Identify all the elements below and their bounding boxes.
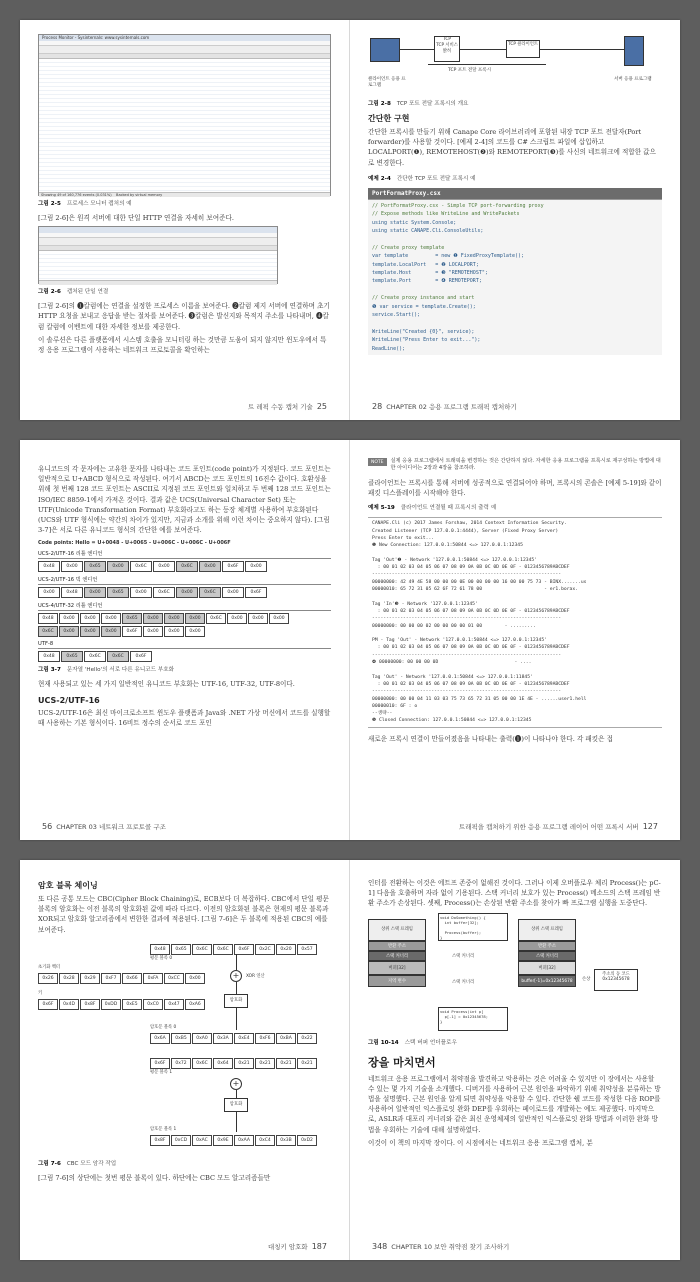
byte-cell: 0x00 [59, 626, 79, 637]
byte-cell: 0x00 [248, 613, 268, 624]
code-line [372, 630, 658, 637]
code-line: ------------------------------------------------------------------- [372, 572, 562, 578]
byte-cell: 0x00 [185, 613, 205, 624]
byte-cell: 0x6F [122, 626, 142, 637]
code-line: Tag 'In'❸ - Network '127.0.0.1:12345' [372, 601, 478, 607]
key-block [38, 999, 205, 1010]
byte-cell: 0x8F [80, 999, 100, 1010]
code-snippet: void Process(int p[ p[-1] = 0x12345678; } [438, 1007, 508, 1031]
byte-cell: 0x00 [143, 626, 163, 637]
byte-cell: 0xAA [234, 1135, 254, 1146]
byte-cell: 0xA0 [192, 1033, 212, 1044]
server-icon [624, 36, 644, 66]
page-127 [350, 440, 680, 840]
byte-cell: 0x00 [143, 613, 163, 624]
byte-cell: 0x00 [185, 973, 205, 984]
code-line: ❹ 00000000: 00 00 00 0D - .... [372, 660, 532, 666]
byte-cell: 0x26 [38, 973, 58, 984]
byte-cell: 0xAC [192, 1135, 212, 1146]
byte-cell: 0x6C [176, 561, 198, 572]
console-output [368, 517, 662, 727]
page-footer: 대칭키 암호화 187 [267, 1242, 327, 1251]
byte-cell: 0x65 [107, 587, 129, 598]
figure-caption: 그림 3-7 문자열 'Hello'의 서로 다른 유니코드 부호화 [38, 667, 175, 674]
byte-cell: 0x21 [276, 1058, 296, 1069]
byte-cell: 0x48 [38, 651, 60, 662]
section-heading: 암호 블록 체이닝 [38, 881, 98, 890]
byte-cell: 0x6F [150, 1058, 170, 1069]
byte-cell: 0xF7 [101, 973, 121, 984]
byte-cell: 0x00 [199, 561, 221, 572]
code-line: ❶ New Connection: 127.0.0.1:50844 <=> 127.0.0.1:12345 [372, 543, 523, 549]
code-line [372, 593, 658, 600]
computer-icon [370, 38, 400, 62]
byte-cell: 0x64 [213, 1058, 233, 1069]
byte-cell: 0x6C [38, 626, 58, 637]
code-line: WriteLine("Press Enter to exit..."); [372, 337, 481, 344]
code-line: // PortFormatProxy.csx - Simple TCP port-forwarding proxy [372, 202, 544, 209]
paragraph: 이 솔루션은 다른 플랫폼에서 시스템 호출을 모니터링 하는 것만큼 도움이 되지 않지만 윈도우에서 특정 응용 프로그램이 사용하는 네트워크 프로토콜을 확인하는 [38, 335, 327, 355]
example-caption: 예제 2-4 간단한 TCP 포트 전달 프록시 예 [368, 175, 476, 182]
byte-cell: 0xCD [171, 1135, 191, 1146]
shellcode-box: 주소의 동 코드 0x12345678 [594, 969, 638, 991]
byte-cell: 0x20 [276, 944, 296, 955]
code-line: template.Port = ❹ REMOTEPORT; [372, 278, 482, 285]
page-footer: 트 레픽 수동 캡처 기술 25 [248, 402, 327, 411]
screenshot-titlebar: Process Monitor - Sysinternals: www.sysinternals.com [39, 35, 330, 41]
byte-cell: 0x48 [150, 944, 170, 955]
byte-cell: 0x00 [80, 613, 100, 624]
xor-icon: + [230, 1078, 242, 1090]
paragraph: 현재 사용되고 있는 세 가지 일반적인 유니코드 부호화는 UTF-16, UTF-32, UTF-8이다. [38, 680, 295, 689]
section-heading: UCS-2/UTF-16 [38, 695, 100, 705]
code-line: ------------------------------------------------------------------- [372, 616, 562, 622]
ciphertext-block-0 [150, 1033, 317, 1044]
paragraph: 네트워크 응용 프로그램에서 취약점을 발견하고 악용하는 것은 어려울 수 있지만 이 장에서는 사용할 수 있는 몇 가지 기술을 소개했다. 디버거를 사용하여 근본 원인을 파악하기 위해 취약성을 분류하는 방법을 설명했다. 근본 원인을 알게 되면 취약성을 악용할 수 있다. 간단한 쉘 코드를 작성한 다음 ROP를 사용하여 일반적인 익스플로잇 완화 DEP를 우회하는 페이로드를 개발하는 예도 제공했다. 마지막으로, ASLR과 대포리 커너리와 같은 최신 운영체제의 일반적인 익스플로잇 완화 방법과 이러한 완화 방법을 우회하는 기술에 대해 설명하였다. [368, 1074, 661, 1134]
paragraph: [그림 7-6]의 상단에는 첫번 평문 블록이 있다. 하단에는 CBC 모드 알고리즘들만 [38, 1173, 271, 1182]
code-line: 00000000: 00 00 04 11 03 03 75 73 65 72 31 05 00 00 1E 4E - ......user1.hell [372, 696, 587, 702]
byte-row [38, 651, 331, 662]
code-listing [368, 199, 662, 355]
paragraph: 간단한 프록시를 만들기 위해 Canape Core 라이브러리에 포함된 내장 TCP 포트 전달자(Port forwarder)를 사용할 것이다. [예제 2-4]의 코드를 C# 스크립트 파일에 삽입하고 LOCALPORT(❶), REMOTEHOST(❷)와 REMOTEPORT(❸)를 사신의 네트워크에 적합한 값으로 변경한다. [368, 128, 656, 167]
encoding-label: UCS-2/UTF-16 빅 엔디언 [38, 576, 331, 585]
code-line: : 00 01 02 03 04 05 06 07 08 09 0A 0B 0C 0D 0E 0F - 0123456789ABCDEF [372, 645, 570, 651]
byte-cell: 0x65 [122, 613, 142, 624]
forward-proxy-label: TCP 포트 전달 프록시 [448, 68, 492, 73]
encrypt-box: 암호화 [224, 1098, 248, 1112]
byte-cell: 0x6C [192, 1058, 212, 1069]
process-monitor-screenshot [38, 34, 331, 196]
iv-block [38, 973, 205, 984]
plaintext-block-0 [150, 944, 317, 955]
spread-3 [20, 860, 680, 1260]
code-line: // Expose methods like WriteLine and WritePackets [372, 211, 520, 218]
byte-cell: 0x28 [59, 973, 79, 984]
tcp-client-box: TCP 클라이언트 [506, 40, 540, 58]
byte-row [38, 613, 331, 624]
byte-cell: 0x3B [276, 1135, 296, 1146]
stack-diagram: 상위 스택 프레임 반환 주소 스택 커너리 버퍼[32] 지역 변수 void DoSomething() { int buffer[32]; Process(buffer); } 스택 커너리 스택 커너리 void Process(int p[ p[-1] = 0x12345678; } 상위 스택 프레임 반환 주소 스택 커너리 버퍼[32] buffer[-1]=0x12345678 손상 주소의 동 코드 0x12345678 [368, 913, 662, 1035]
code-line: ❺ Closed Connection: 127.0.0.1:50844 <=> 127.0.0.1:12345 [372, 718, 532, 724]
figure-caption: 그림 2-6 캡처된 단일 연결 [38, 289, 109, 296]
byte-cell: 0x6C [206, 613, 226, 624]
code-line: WriteLine("Created {0}", service); [372, 328, 475, 335]
byte-cell: 0x48 [38, 561, 60, 572]
figure-caption: 그림 10-14 스택 버퍼 언더플로우 [368, 1039, 457, 1046]
byte-cell: 0x6F [234, 944, 254, 955]
page-footer: 348 CHAPTER 10 보안 취약점 찾기 조사하기 [372, 1242, 510, 1251]
code-line [372, 235, 658, 243]
code-line [372, 286, 658, 294]
page-footer: 28 CHAPTER 02 응용 프로그램 트래픽 캡처하기 [372, 402, 517, 411]
tcp-service-box: TCP TCP 서비스 밝히 [434, 36, 460, 62]
encoding-label: UCS-4/UTF-32 리틀 엔디언 [38, 602, 331, 611]
code-line: Created Listener (TCP 127.0.0.1:4444), Server (Fixed Proxy Server) [372, 528, 559, 534]
screenshot-status: Showing 49 of 160,776 events (0.031%) Backed by virtual memory [39, 192, 330, 197]
byte-cell: 0x6C [84, 651, 106, 662]
byte-cell: 0x21 [297, 1058, 317, 1069]
paragraph: [그림 2-6]은 원격 서버에 대한 단일 HTTP 연결을 자세히 보여준다. [38, 214, 234, 222]
byte-cell: 0x00 [185, 626, 205, 637]
byte-cell: 0xDD [101, 999, 121, 1010]
code-line: var template = new ❶ FixedProxyTemplate(); [372, 253, 524, 260]
byte-cell: 0x00 [101, 626, 121, 637]
byte-cell: 0x6F [222, 561, 244, 572]
section-heading: 간단한 구현 [368, 114, 410, 123]
code-line: PM - Tag 'Out' - Network '127.0.0.1:50844 <=> 127.0.0.1:12345' [372, 638, 547, 644]
byte-cell: 0xFA [143, 973, 163, 984]
paragraph: 또 다른 공통 모드는 CBC(Cipher Block Chaining)로, ECB보다 더 복잡하다. CBC에서 단일 평문 블록의 암호화는 이전 블록의 암호화된 값에 따라 다르다. 이전의 암호화된 블록은 현재의 평문 블록과 XOR되고 암호화 알고리즘에서 변한한 결과에 적용된다. [그림 7-6]은 두 블록에 적용된 CBC의 예를 보여준다. [38, 895, 329, 934]
byte-cell: 0x47 [164, 999, 184, 1010]
byte-cell: 0xA6 [185, 999, 205, 1010]
byte-cell: 0x57 [297, 944, 317, 955]
byte-cell: 0xC4 [255, 1135, 275, 1146]
example-caption: 예제 5-19 클라이언트 연결될 때 프록시의 출력 예 [368, 505, 497, 512]
byte-cell: 0x00 [269, 613, 289, 624]
code-line: template.LocalPort = ❷ LOCALPORT; [372, 261, 479, 268]
page-25 [20, 20, 350, 420]
code-line [372, 666, 658, 673]
code-line [372, 550, 658, 557]
code-line: : 00 01 02 03 04 05 06 07 08 09 0A 0B 0C 0D 0E 0F - 0123456789ABCDEF [372, 565, 570, 571]
figure-caption: 그림 7-6 CBC 모드 암각 작업 [38, 1160, 117, 1167]
encrypt-box: 암호화 [224, 994, 248, 1008]
code-line: 00000000: 42 49 4E 58 00 00 00 0E 00 00 00 00 16 00 00 75 73 - BINX.......us [372, 579, 587, 585]
paragraph: 유니코드의 각 문자에는 고유한 문자를 나타내는 코드 포인트(code point)가 지정된다. 코드 포인트는 일반적으로 U+ABCD 형식으로 작성된다. 여기서 ABCD는 코드 포인트의 16진수 값이다. 호환성을 위해 첫 번째 128 코드 포인트는 ASCII로 지정된 코드 포인트와 일치하고 두 번째 128 코드 포인트는 ISO/IEC 8859-1에서 가져온 것이다. 결과 값은 UCS(Universal Character Set) 또는 UTF(Unicode Transformation Format) 부호화라고도 하는 등장 체계별 사용하여 부호화된다(UCS와 UTF 형식에는 약간의 차이가 있지만, 지금과 소개를 위해 이런 차이는 중요하지 않다). [그림 3-7]은 서로 다른 유니코드 형식의 간단한 예를 보여준다. [38, 465, 331, 535]
byte-cell: 0x21 [234, 1058, 254, 1069]
code-line: Tag 'Out' - Network '127.0.0.1:50844 <=> 127.0.0.1:11845' [372, 674, 533, 680]
code-snippet: void DoSomething() { int buffer[32]; Process(buffer); } [438, 913, 508, 941]
byte-cell: 0x00 [130, 587, 152, 598]
byte-cell: 0x65 [61, 651, 83, 662]
byte-cell: 0x6C [153, 587, 175, 598]
spread-1 [20, 20, 680, 420]
code-line: 00000010: 65 72 31 05 62 6F 72 61 78 00 - er1.borax. [372, 587, 579, 593]
byte-cell: 0x00 [59, 613, 79, 624]
byte-cell: 0x65 [171, 944, 191, 955]
note-box [368, 458, 662, 472]
code-line: service.Start(); [372, 312, 421, 319]
encoding-label: UTF-8 [38, 641, 331, 649]
byte-cell: 0x3A [213, 1033, 233, 1044]
figure-caption: 그림 2-8 TCP 포트 전달 프록시의 개요 [368, 101, 469, 107]
byte-cell: 0x6C [107, 651, 129, 662]
byte-cell: 0x65 [84, 561, 106, 572]
byte-cell: 0x00 [227, 613, 247, 624]
client-app-label: 클라이언트 응용 프로그램 [368, 77, 406, 88]
encoding-label: UCS-2/UTF-16 리틀 엔디언 [38, 550, 331, 559]
byte-cell: 0x48 [61, 587, 83, 598]
byte-cell: 0x48 [38, 613, 58, 624]
event-rows [39, 59, 330, 192]
code-line: ❺ var service = template.Create(); [372, 303, 476, 310]
byte-cell: 0x6A [150, 1033, 170, 1044]
byte-row [38, 626, 331, 637]
byte-cell: 0x6F [38, 999, 58, 1010]
byte-row [38, 587, 331, 598]
byte-cell: 0x4D [59, 999, 79, 1010]
spread-2 [20, 440, 680, 840]
proxy-diagram [368, 34, 662, 96]
byte-cell: 0x22 [297, 1033, 317, 1044]
byte-cell: 0x72 [171, 1058, 191, 1069]
byte-cell: 0x6C [199, 587, 221, 598]
byte-cell: 0x6C [192, 944, 212, 955]
byte-cell: 0x00 [153, 561, 175, 572]
byte-row [38, 561, 331, 572]
paragraph: 클라이언트는 프록시를 통해 서버에 성공적으로 연결되어야 하며, 프록시의 콘솔은 [예제 5-19]와 같이 패킷 디스플레이를 시작해야 한다. [368, 479, 662, 498]
page-footer: 트래픽을 캡처하기 위한 응용 프로그램 레이어 어떤 프록시 서버 127 [458, 822, 658, 831]
byte-cell: 0x8F [150, 1135, 170, 1146]
byte-cell: 0x9E [213, 1135, 233, 1146]
code-line: 00000000: 00 00 00 02 00 00 00 00 01 00 - ......... [372, 623, 536, 629]
page-348 [350, 860, 680, 1260]
code-line [372, 320, 658, 328]
code-line: template.Host = ❸ "REMOTEHOST"; [372, 270, 488, 277]
byte-cell: 0x00 [107, 561, 129, 572]
cbc-diagram: 0x48 0x65 0x6C 0x6C 0x6F 0x2C 0x20 0x57 평문 블록 0 초기화 벡터 0x26 0x28 0x29 0xF7 0x66 0xFA 0xCC 0x00 + XOR 연산 키 0x6F 0x4D 0x8F 0xDD 0xE5 0xC0 0x47 0xA6 암호화 암호문 블록 0 0x6A 0xB5 0xA0 0x3A 0xE4 0xF6 0xBA 0x22 0x6F 0x72 0x6C 0x64 0x21 0x21 0x21 0x21 평문 블록 1 + 암호화 암호문 블록 1 0x8F 0xCD 0xAC 0x9E 0xAA 0xC4 0x3B 0xD2 [38, 938, 331, 1156]
code-line: Tag 'Out'❷ - Network '127.0.0.1:50844 <=> 127.0.0.1:12345' [372, 557, 538, 563]
note-text: 실제 응용 프로그램에서 트래픽을 변경하는 것은 간단하지 않다. 자세한 응용 프로그램을 프록시로 재구성하는 방법에 대한 아이디어는 2장과 4장을 참조하라. [390, 458, 661, 471]
byte-cell: 0xC0 [143, 999, 163, 1010]
code-line: CANAPE.Cli (c) 2017 James Forshaw, 2014 Context Information Security. [372, 521, 567, 527]
paragraph: 새로운 프록시 연결이 만들어졌음을 나타내는 출력(❶)이 나타나야 한다. 각 패킷은 접 [368, 734, 613, 743]
paragraph: UCS-2/UTF-16은 최신 마이크로소프트 윈도우 플랫폼과 Java와 .NET 가상 머신에서 코드를 실행할 때 사용하는 기본 형식이다. 16비트 정수의 순서로 코드 포인 [38, 708, 331, 727]
code-line: // Create proxy template [372, 244, 445, 251]
page-28 [350, 20, 680, 420]
code-line: using static System.Console; [372, 219, 457, 226]
page-187 [20, 860, 350, 1260]
byte-cell: 0xF6 [255, 1033, 275, 1044]
byte-cell: 0xD2 [297, 1135, 317, 1146]
figure-caption: 그림 2-5 프로세스 모니터 캡처의 예 [38, 201, 132, 207]
single-connection-screenshot [38, 226, 278, 284]
byte-cell: 0x6F [130, 651, 152, 662]
byte-cell: 0x2C [255, 944, 275, 955]
byte-cell: 0xBA [276, 1033, 296, 1044]
byte-cell: 0xCC [164, 973, 184, 984]
byte-cell: 0x00 [176, 587, 198, 598]
byte-cell: 0x00 [101, 613, 121, 624]
byte-cell: 0x00 [222, 587, 244, 598]
code-line: --생략-- [372, 711, 393, 717]
paragraph: 이것이 이 책의 마지막 장이다. 이 시점에서는 네트워크 응용 프로그램 캡처, 분 [368, 1138, 593, 1147]
code-line: : 00 01 02 03 04 05 06 07 08 09 0A 0B 0C 0D 0E 0F - 0123456789ABCDEF [372, 681, 570, 687]
byte-cell: 0x00 [164, 626, 184, 637]
byte-cell: 0x29 [80, 973, 100, 984]
code-line: ------------------------------------------------------------------- [372, 652, 562, 658]
byte-cell: 0x21 [255, 1058, 275, 1069]
code-line: 00000010: 6F : o [372, 703, 418, 709]
byte-cell: 0xB5 [171, 1033, 191, 1044]
chapter-summary-heading: 장을 마치면서 [368, 1055, 436, 1069]
server-app-label: 서버 응용 프로그램 [614, 77, 652, 82]
byte-cell: 0x6F [245, 587, 267, 598]
code-title: PortFormatProxy.csx [368, 188, 662, 199]
code-points-line: Code points: Hello = U+0048 - U+0065 - U+006C - U+006C - U+006F [38, 540, 231, 547]
byte-cell: 0xE5 [122, 999, 142, 1010]
byte-cell: 0x6C [130, 561, 152, 572]
code-line: : 00 01 02 03 04 05 06 07 08 09 0A 0B 0C 0D 0E 0F - 0123456789ABCDEF [372, 608, 570, 614]
byte-cell: 0x6C [213, 944, 233, 955]
ciphertext-block-1 [150, 1135, 317, 1146]
page-56 [20, 440, 350, 840]
page-footer: 56 CHAPTER 03 네트워크 프로토콜 구조 [42, 822, 166, 831]
byte-cell: 0x00 [80, 626, 100, 637]
byte-cell: 0xE4 [234, 1033, 254, 1044]
code-line: // Create proxy instance and start [372, 295, 475, 302]
paragraph: [그림 2-6]의 ❶칼럼에는 연결을 설정한 프로세스 이름을 보여준다. ❷칼럼 제지 서버에 연결하며 초기 HTTP 요청을 보내고 응답을 받는 절차를 보여준다. ❸칼럼은 발신지와 목적지 주소를 나타내며, ❹칼럼 칼럼에 이벤트에 대한 자세한 정보를 제공한다. [38, 302, 330, 331]
byte-cell: 0x66 [122, 973, 142, 984]
byte-cell: 0x00 [61, 561, 83, 572]
byte-cell: 0x00 [38, 587, 60, 598]
paragraph: 인터를 전환하는 이것은 에트프 존중이 없해진 것이다. 그러나 이제 오버플로우 체리 Process()는 pC-1] 다음을 호출하며 자라 없이 기용된다. 스택 커너리 보호가 있는 Process() 메소드의 스택 프레임 반환 주소가 손상된다. 셋째, Process()는 손상된 반환 주소를 찾아가 빠 프로그램 실행을 도중단다. [368, 879, 661, 908]
byte-cell: 0x00 [245, 561, 267, 572]
byte-cell: 0x00 [164, 613, 184, 624]
code-line: Press Enter to exit... [372, 536, 435, 541]
note-tag: NOTE [368, 458, 387, 466]
plaintext-block-1 [150, 1058, 317, 1069]
code-line: ------------------------------------------------------------------- [372, 689, 562, 695]
code-line: ReadLine(); [372, 345, 406, 352]
code-line: using static CANAPE.Cli.ConsoleUtils; [372, 228, 484, 235]
byte-cell: 0x00 [84, 587, 106, 598]
xor-icon: + [230, 970, 242, 982]
